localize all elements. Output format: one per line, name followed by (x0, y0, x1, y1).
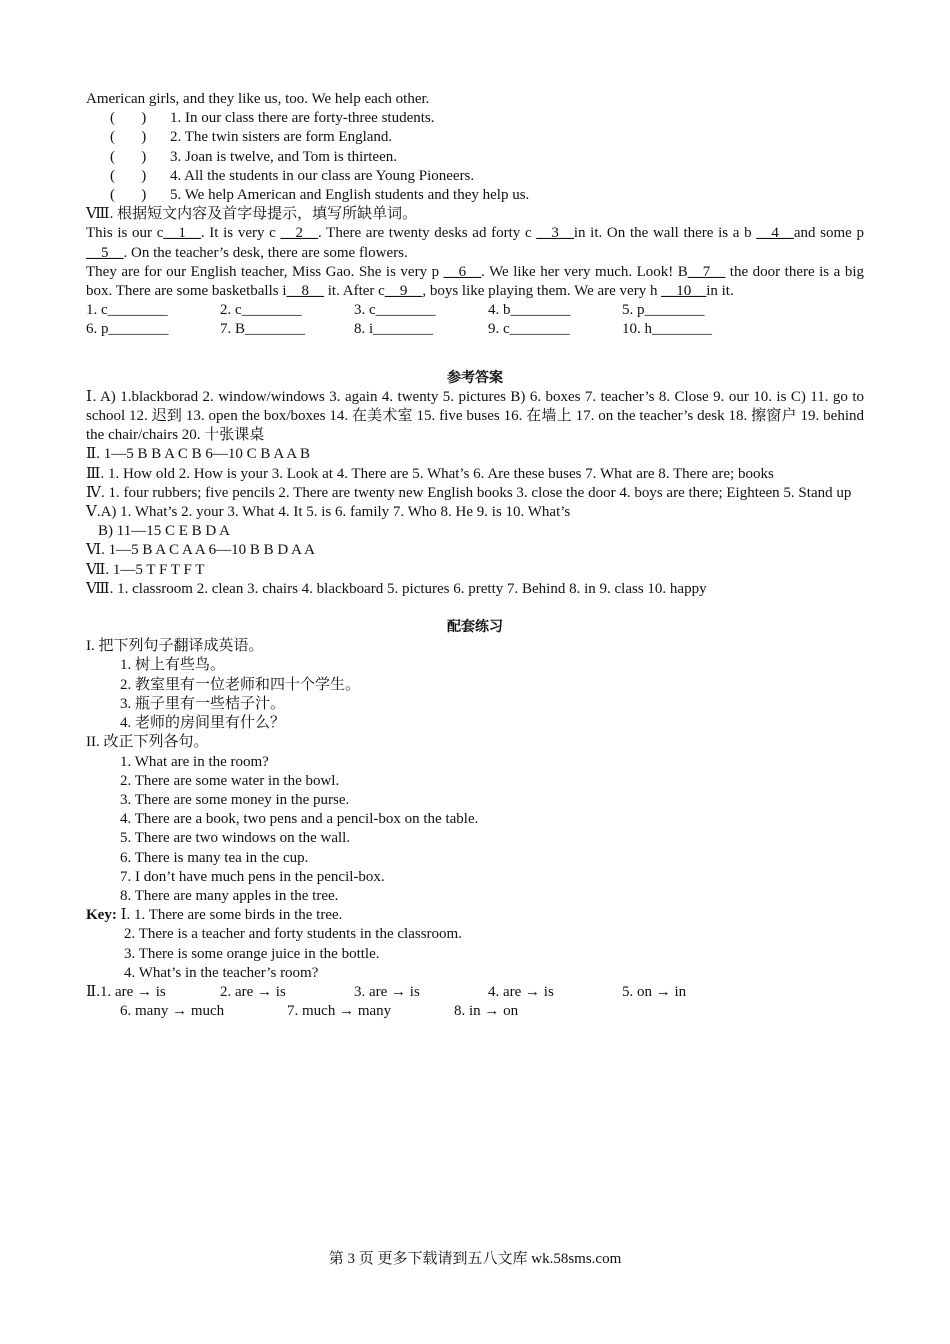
tf-item: ( ) 1. In our class there are forty-three students. (110, 110, 435, 127)
cloze-blank: __9__ (384, 283, 423, 300)
list-item: 8. There are many apples in the tree. (120, 887, 339, 904)
cloze-blank: __8__ (286, 283, 324, 300)
list-item: 6. There is many tea in the cup. (120, 849, 309, 866)
answer-line: Ⅶ. 1—5 T F T F T (86, 561, 205, 578)
list-item: 2. There is a teacher and forty students in the classroom. (124, 926, 462, 943)
answer-line: Ⅲ. 1. How old 2. How is your 3. Look at 4. There are 5. What’s 6. Are these buses 7. What are 8. There are; books (86, 465, 774, 482)
list-item: 1. What are in the room? (120, 753, 269, 770)
cloze-blank: __6__ (443, 263, 482, 280)
page-footer: 第 3 页 更多下载请到五八文库 wk.58sms.com (328, 1251, 622, 1267)
cloze-blank: __7__ (687, 263, 726, 280)
practice-part1-heading: I. 把下列句子翻译成英语。 (86, 638, 264, 655)
answer-line: Ⅳ. 1. four rubbers; five pencils 2. There are twenty new English books 3. close the door 4. boys are there; Eighteen 5. Stand up (86, 484, 852, 501)
key-label: Key: (86, 907, 117, 924)
answer-line: B) 11—15 C E B D A (98, 523, 230, 540)
list-item: 3. There is some orange juice in the bottle. (124, 945, 380, 962)
answers-title: 参考答案 (447, 369, 503, 386)
practice-title: 配套练习 (447, 619, 503, 636)
practice-part2-heading: II. 改正下列各句。 (86, 734, 209, 751)
answer-line: Ⅵ. 1—5 B A C A A 6—10 B B D A A (86, 542, 315, 559)
answer-blanks-row: 6. p________ 7. B________ 8. i________ 9. c________ 10. h________ (86, 321, 712, 338)
answer-blanks-row: 1. c________ 2. c________ 3. c________ 4. b________ 5. p________ (86, 302, 705, 319)
list-item: 3. There are some money in the purse. (120, 791, 350, 808)
key-line: Key: Ⅰ. 1. There are some birds in the tree. (86, 907, 343, 924)
list-item: 7. I don’t have much pens in the pencil-box. (120, 868, 385, 885)
cloze-blank: __2__ (280, 225, 318, 242)
key2-row: Ⅱ.1. are → is 2. are → is 3. are → is 4. are → is 5. on → in (86, 983, 687, 1000)
cloze-blank: __10__ (661, 283, 707, 300)
cloze-blank: __4__ (756, 225, 794, 242)
tf-list (86, 109, 864, 205)
cloze-paragraph-1: This is our c__1__. It is very c __2__. There are twenty desks ad forty c __3__in it. On the wall there is a b __4__and some p __5__. On the teacher’s desk, there are some flowers. (86, 225, 864, 261)
cloze-blank: __3__ (536, 225, 574, 242)
answer-line: Ⅰ. A) 1.blackborad 2. window/windows 3. again 4. twenty 5. pictures B) 6. boxes 7. teacher’s 8. Close 9. our 10. is C) 11. go to school 12. 迟到 13. open the box/boxes 14. 在美术室 15. five buses 16. 在墙上 17. on the teacher’s desk 18. 擦窗户 19. behind the chair/chairs 20. 十张课桌 (86, 388, 864, 444)
tf-item: ( ) 4. All the students in our class are Young Pioneers. (110, 167, 475, 184)
tf-item: ( ) 3. Joan is twelve, and Tom is thirteen. (110, 148, 397, 165)
tf-item: ( ) 2. The twin sisters are form England. (110, 129, 393, 146)
section8-heading: Ⅷ. 根据短文内容及首字母提示，填写所缺单词。 (86, 206, 418, 223)
list-item: 2. 教室里有一位老师和四十个学生。 (120, 676, 361, 693)
document-page (86, 90, 864, 1021)
list-item: 5. There are two windows on the wall. (120, 830, 351, 847)
cloze-blank: __5__ (86, 244, 124, 261)
tf-item: ( ) 5. We help American and English students and they help us. (110, 187, 530, 204)
list-item: 1. 树上有些鸟。 (120, 657, 226, 674)
cloze-blank: __1__ (163, 225, 201, 242)
list-item: 4. There are a book, two pens and a pencil-box on the table. (120, 811, 479, 828)
list-item: 3. 瓶子里有一些桔子汁。 (120, 695, 286, 712)
answer-line: Ⅱ. 1—5 B B A C B 6—10 C B A A B (86, 446, 311, 463)
answer-line: Ⅴ.A) 1. What’s 2. your 3. What 4. It 5. is 6. family 7. Who 8. He 9. is 10. What’s (86, 504, 571, 521)
list-item: 4. 老师的房间里有什么？ (120, 715, 286, 732)
key2-row: 6. many → much 7. much → many 8. in → on (120, 1003, 519, 1020)
cloze-paragraph-2: They are for our English teacher, Miss Gao. She is very p __6__. We like her very much. Look! B__7__ the door there is a big box. There are some basketballs i__8__ it. After c__9__, boys like playing them. We are very h __10__in it. (86, 263, 864, 300)
reading-intro: American girls, and they like us, too. We help each other. (86, 91, 430, 107)
answer-line: Ⅷ. 1. classroom 2. clean 3. chairs 4. blackboard 5. pictures 6. pretty 7. Behind 8. in 9. class 10. happy (86, 580, 707, 597)
list-item: 4. What’s in the teacher’s room? (124, 964, 319, 981)
list-item: 2. There are some water in the bowl. (120, 772, 340, 789)
